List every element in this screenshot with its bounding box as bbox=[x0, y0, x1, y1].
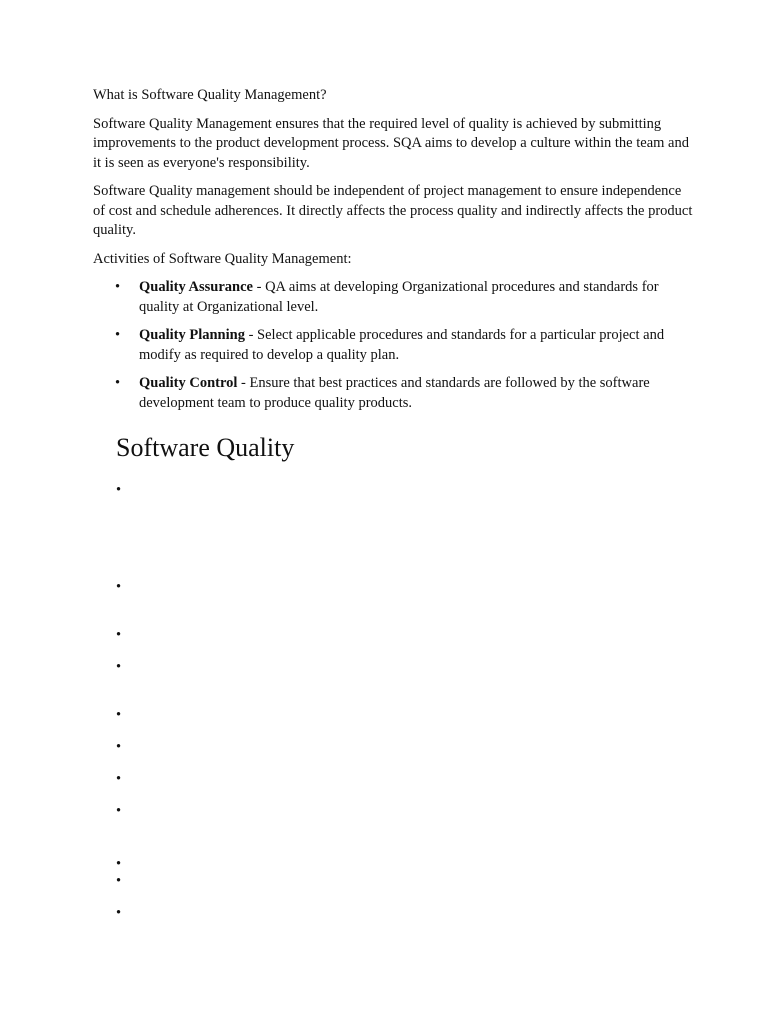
activity-term: Quality Assurance bbox=[139, 279, 253, 295]
activity-term: Quality Planning bbox=[139, 327, 245, 343]
empty-bullet-icon: • bbox=[116, 803, 122, 819]
bullet-icon: • bbox=[115, 375, 121, 391]
bullet-icon: • bbox=[115, 279, 121, 295]
list-item bbox=[93, 326, 693, 365]
activity-desc: - Ensure that best practices and standards are followed by the software development team to produce quality products. bbox=[139, 375, 650, 411]
activities-list bbox=[93, 278, 693, 413]
document-page bbox=[93, 86, 693, 463]
empty-bullet-icon: • bbox=[116, 482, 122, 498]
empty-bullet-icon: • bbox=[116, 771, 122, 787]
empty-bullet-icon: • bbox=[116, 707, 122, 723]
empty-bullet-icon: • bbox=[116, 739, 122, 755]
activities-title: Activities of Software Quality Management: bbox=[93, 250, 352, 267]
empty-bullet-icon: • bbox=[116, 659, 122, 675]
empty-bullet-icon: • bbox=[116, 627, 122, 643]
section-heading: Software Quality bbox=[116, 433, 295, 462]
empty-bullet-icon: • bbox=[116, 905, 122, 921]
bullet-icon: • bbox=[115, 327, 121, 343]
list-item bbox=[93, 374, 693, 413]
paragraph-1: Software Quality Management ensures that the required level of quality is achieved by submitting improvements to the product development process. SQA aims to develop a culture within the team and it is seen as everyone's responsibility. bbox=[93, 115, 689, 171]
empty-bullet-icon: • bbox=[116, 856, 122, 872]
empty-bullet-icon: • bbox=[116, 579, 122, 595]
activity-term: Quality Control bbox=[139, 375, 238, 391]
list-item bbox=[93, 278, 693, 317]
question-line: What is Software Quality Management? bbox=[93, 87, 327, 103]
paragraph-2: Software Quality management should be independent of project management to ensure independence of cost and schedule adherences. It directly affects the process quality and indirectly affects the product quality. bbox=[93, 183, 693, 238]
activity-desc: - Select applicable procedures and standards for a particular project and modify as required to develop a quality plan. bbox=[139, 327, 665, 363]
activity-desc: - QA aims at developing Organizational procedures and standards for quality at Organizational level. bbox=[139, 279, 659, 315]
empty-bullet-icon: • bbox=[116, 873, 122, 889]
